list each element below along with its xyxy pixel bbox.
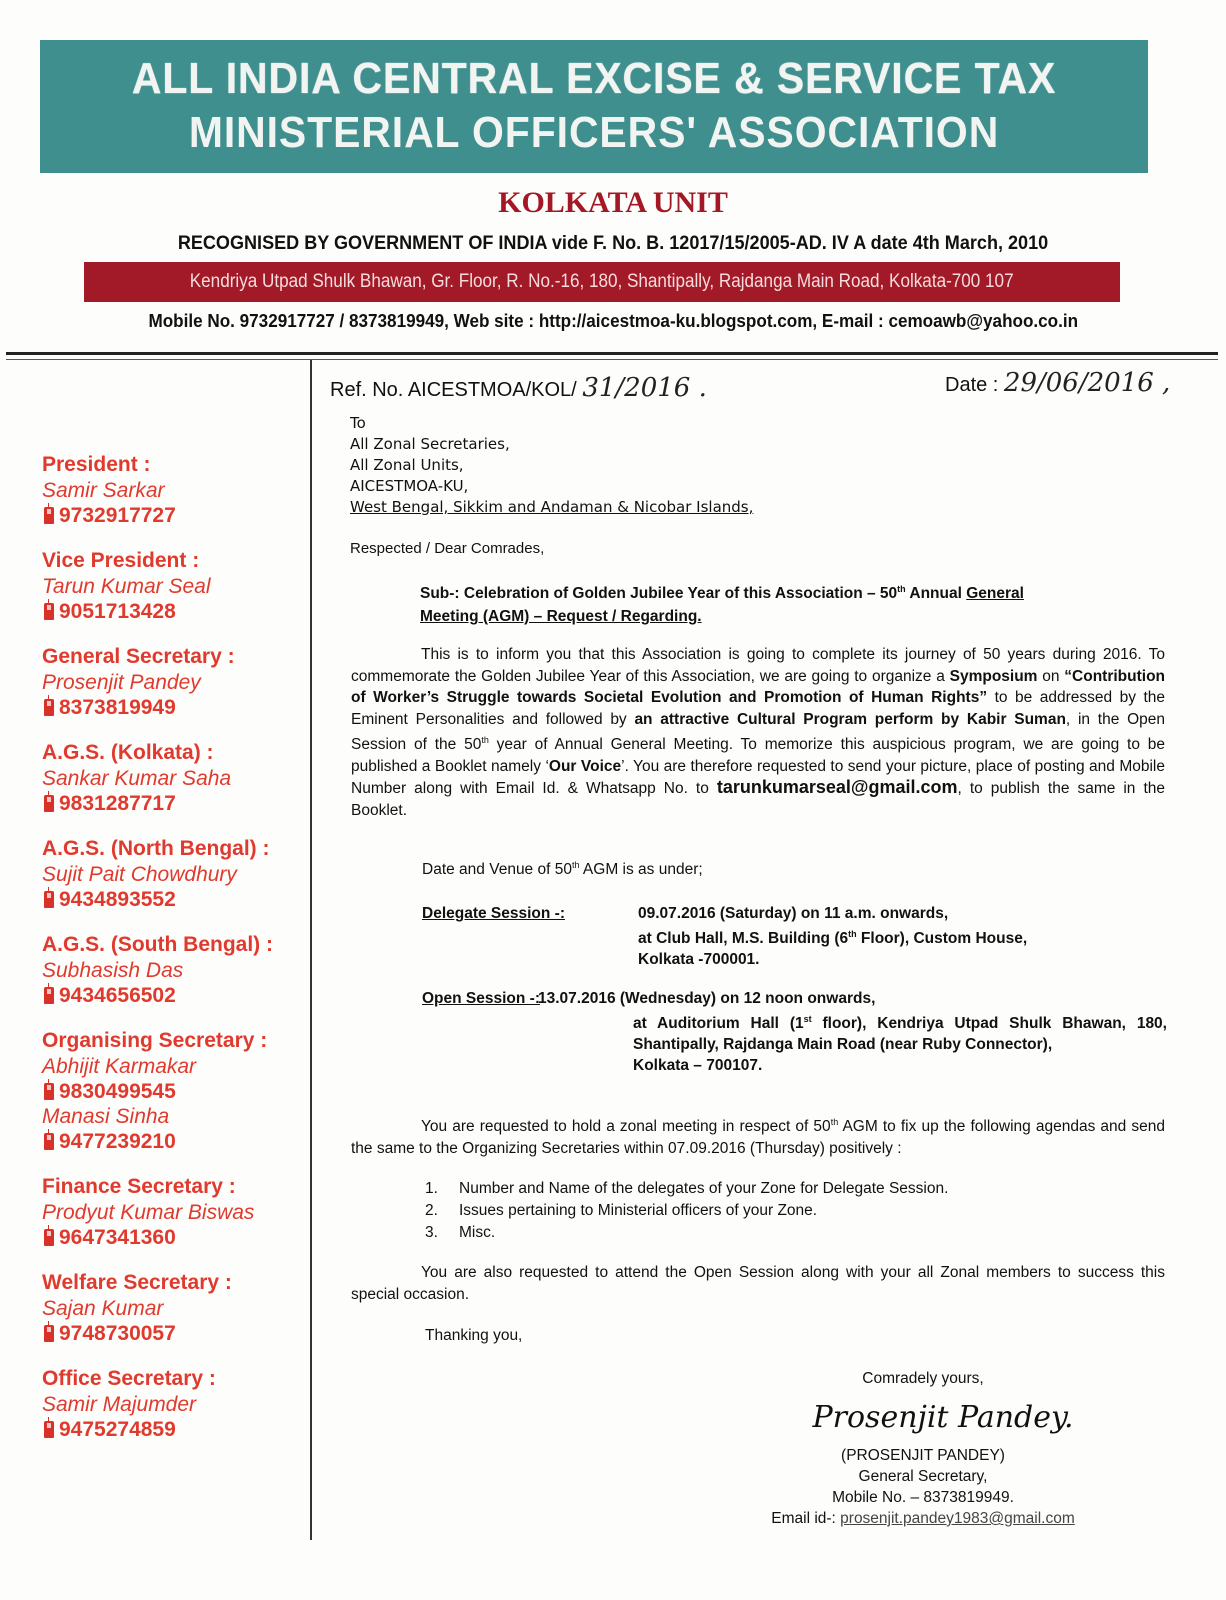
phone-number: 9647341360 — [59, 1226, 176, 1249]
agenda-item — [425, 1178, 948, 1200]
address-band — [84, 262, 1120, 302]
session-label: Delegate Session -: — [422, 905, 565, 922]
session-label: Open Session -: — [422, 990, 540, 1007]
body-text: , in the Open Session of the 50 — [351, 710, 1165, 753]
venue-text: Floor), Custom House, — [856, 930, 1028, 947]
body-text: This is to inform you that this Association is going to complete its journey of 50 years during 2016. To commemorate the Golden Jubilee Year of this Association, we are going to organize a — [351, 646, 1165, 685]
letterhead-banner — [40, 40, 1148, 173]
agenda-number: 1. — [425, 1180, 438, 1197]
officer-ags-kolkata — [42, 740, 312, 816]
venue-text: at Club Hall, M.S. Building (6 — [638, 930, 849, 947]
session-venue — [638, 924, 1027, 949]
closing: Comradely yours, — [862, 1370, 984, 1387]
booklet-name: Our Voice — [548, 757, 622, 775]
signature-block — [728, 1368, 1118, 1529]
body-text: You are also requested to attend the Open Session along with your all Zonal members to success this special occasion. — [351, 1264, 1165, 1303]
body-bold: an attractive Cultural Program perform by Kabir Suman — [634, 710, 1066, 728]
superscript: th — [481, 735, 489, 745]
date-label: Date : — [945, 374, 999, 396]
mobile-phone-icon — [44, 1229, 54, 1246]
venue-intro — [422, 860, 703, 879]
session-date: 13.07.2016 (Wednesday) on 12 noon onwards, — [538, 990, 876, 1007]
unit-title: KOLKATA UNIT — [498, 186, 728, 219]
mobile-phone-icon — [44, 699, 54, 716]
body-text: on — [1037, 667, 1065, 685]
body-text: to be addressed by the Eminent Personalities and followed by — [351, 689, 1165, 728]
body-text: AGM is as under; — [579, 861, 703, 878]
agenda-number: 2. — [425, 1202, 438, 1219]
officer-role: A.G.S. (Kolkata) : — [42, 741, 214, 764]
officer-phone — [42, 1321, 312, 1346]
phone-number: 9434893552 — [59, 888, 176, 911]
officer-ags-north-bengal — [42, 836, 312, 912]
addressee-line: AICESTMOA-KU, — [350, 477, 469, 495]
phone-number: 9748730057 — [59, 1322, 176, 1345]
officer-name: Sujit Pait Chowdhury — [42, 863, 237, 886]
agenda-item — [425, 1200, 948, 1222]
officer-phone — [42, 1079, 312, 1104]
subject-line — [420, 578, 1165, 628]
mobile-phone-icon — [44, 507, 54, 524]
subject-text: Annual — [905, 585, 967, 602]
reference-number — [330, 373, 707, 403]
phone-number: 9830499545 — [59, 1080, 176, 1103]
recognition-line: RECOGNISED BY GOVERNMENT OF INDIA vide F. No. B. 12017/15/2005-AD. IV A date 4th March, 2010 — [177, 233, 1049, 254]
officer-role: A.G.S. (North Bengal) : — [42, 837, 270, 860]
addressee-block — [350, 413, 753, 518]
body-text: You are requested to hold a zonal meeting in respect of 50 — [421, 1118, 831, 1135]
handwritten-signature: Prosenjit Pandey. — [812, 1400, 1074, 1435]
officer-role: Finance Secretary : — [42, 1175, 236, 1198]
session-details — [633, 1009, 1167, 1076]
phone-number: 9475274859 — [59, 1418, 176, 1441]
phone-number: 9051713428 — [59, 600, 176, 623]
officer-role: Welfare Secretary : — [42, 1271, 232, 1294]
ref-label: Ref. No. AICESTMOA/KOL/ — [330, 379, 577, 401]
agenda-text: Misc. — [459, 1224, 496, 1241]
officer-general-secretary — [42, 644, 312, 720]
officer-president — [42, 452, 312, 528]
body-text: ’. You are therefore requested to send your picture, place of posting and Mobile Number along with Email Id. & Whatsapp No. to — [351, 757, 1165, 797]
email-label: Email id-: — [771, 1510, 841, 1527]
office-bearers-sidebar — [42, 452, 312, 1462]
superscript: th — [897, 584, 906, 594]
officer-role: Vice President : — [42, 549, 200, 572]
officer-phone — [42, 503, 312, 528]
subject-text: Sub-: Celebration of Golden Jubilee Year of this Association – 50 — [420, 585, 898, 602]
officer-role: A.G.S. (South Bengal) : — [42, 933, 273, 956]
session-city: Kolkata -700001. — [638, 951, 760, 968]
body-text: , to publish the same in the Booklet. — [351, 780, 1165, 819]
officer-name: Samir Sarkar — [42, 479, 165, 502]
mobile-phone-icon — [44, 795, 54, 812]
officer-role: President : — [42, 453, 151, 476]
officer-organising-secretary — [42, 1028, 312, 1154]
ref-handwritten: 31/2016 . — [582, 373, 707, 403]
org-name-line1: ALL INDIA CENTRAL EXCISE & SERVICE TAX — [131, 54, 1057, 103]
officer-name: Sajan Kumar — [42, 1297, 164, 1320]
session-city: Kolkata – 700107. — [633, 1057, 763, 1074]
officer-name: Sankar Kumar Saha — [42, 767, 232, 790]
agenda-text: Issues pertaining to Ministerial officers of your Zone. — [459, 1202, 818, 1219]
thanking-line: Thanking you, — [425, 1327, 523, 1344]
superscript: st — [803, 1014, 812, 1024]
symposium-title: “Contribution of Worker’s Struggle towards Societal Evolution and Promotion of Human Rights” — [351, 667, 1166, 706]
open-session — [422, 988, 1167, 1094]
addressee-line: All Zonal Units, — [350, 456, 464, 474]
org-name-line2: MINISTERIAL OFFICERS' ASSOCIATION — [188, 108, 1000, 157]
mobile-phone-icon — [44, 1133, 54, 1150]
agenda-number: 3. — [425, 1224, 438, 1241]
contact-line — [0, 311, 1226, 332]
letter-date — [945, 368, 1170, 398]
addressee-line: All Zonal Secretaries, — [350, 435, 510, 453]
officer-ags-south-bengal — [42, 932, 312, 1008]
body-paragraph-3 — [351, 1262, 1165, 1305]
subject-text-underlined: Meeting (AGM) – Request / Regarding. — [420, 608, 702, 625]
venue-text: floor), Kendriya Utpad Shulk Bhawan, 180, Shantipally, Rajdanga Main Road (near Ruby Connector), — [633, 1015, 1167, 1053]
mobile-phone-icon — [44, 1083, 54, 1100]
officer-phone — [42, 1417, 312, 1442]
officer-role: Organising Secretary : — [42, 1029, 268, 1052]
officer-name: Subhasish Das — [42, 959, 184, 982]
agenda-text: Number and Name of the delegates of your Zone for Delegate Session. — [459, 1180, 949, 1197]
phone-number: 9477239210 — [59, 1130, 176, 1153]
officer-phone — [42, 1129, 312, 1154]
mobile-phone-icon — [44, 987, 54, 1004]
officer-phone — [42, 983, 312, 1008]
officer-phone — [42, 791, 312, 816]
signatory-name: (PROSENJIT PANDEY) — [841, 1447, 1005, 1464]
officer-name: Samir Majumder — [42, 1393, 197, 1416]
signatory-title: General Secretary, — [858, 1468, 988, 1485]
contact-email[interactable]: tarunkumarseal@gmail.com — [716, 777, 958, 797]
officer-name: Prodyut Kumar Biswas — [42, 1201, 255, 1224]
header-divider-thin — [6, 359, 1218, 360]
signatory-email-link[interactable]: prosenjit.pandey1983@gmail.com — [840, 1510, 1075, 1527]
session-date: 09.07.2016 (Saturday) on 11 a.m. onwards, — [638, 905, 949, 922]
officer-name: Abhijit Karmakar — [42, 1055, 197, 1078]
signatory-mobile: Mobile No. – 8373819949. — [832, 1489, 1014, 1506]
body-bold: Symposium — [949, 667, 1038, 685]
officer-welfare-secretary — [42, 1270, 312, 1346]
mobile-phone-icon — [44, 1325, 54, 1342]
agenda-list — [425, 1178, 948, 1244]
officer-name: Manasi Sinha — [42, 1105, 170, 1128]
mobile-phone-icon — [44, 1421, 54, 1438]
session-details — [638, 903, 1027, 970]
salutation: Respected / Dear Comrades, — [350, 540, 545, 557]
officer-phone — [42, 599, 312, 624]
venue-text: at Auditorium Hall (1 — [633, 1015, 804, 1032]
header-divider — [6, 352, 1218, 355]
agenda-item — [425, 1222, 948, 1244]
addressee-line: To — [350, 414, 366, 432]
officer-finance-secretary — [42, 1174, 312, 1250]
body-text: Date and Venue of 50 — [422, 861, 572, 878]
superscript: th — [830, 1117, 839, 1127]
officer-name: Tarun Kumar Seal — [42, 575, 211, 598]
body-paragraph-2 — [351, 1112, 1165, 1159]
officer-phone — [42, 887, 312, 912]
officer-office-secretary — [42, 1366, 312, 1442]
officer-role: Office Secretary : — [42, 1367, 216, 1390]
address-text: Kendriya Utpad Shulk Bhawan, Gr. Floor, R. No.-16, 180, Shantipally, Rajdanga Main Road, Kolkata-700 107 — [190, 271, 1014, 292]
officer-name: Prosenjit Pandey — [42, 671, 201, 694]
delegate-session — [422, 903, 1162, 969]
officer-phone — [42, 695, 312, 720]
phone-number: 9434656502 — [59, 984, 176, 1007]
mobile-phone-icon — [44, 891, 54, 908]
signatory-email-line — [728, 1508, 1118, 1529]
mobile-phone-icon — [44, 603, 54, 620]
date-handwritten: 29/06/2016 , — [1003, 368, 1171, 398]
officer-phone — [42, 1225, 312, 1250]
contact-text: Mobile No. 9732917727 / 8373819949, Web site : http://aicestmoa-ku.blogspot.com, E-mail : cemoawb@yahoo.co.in — [148, 311, 1078, 331]
superscript: th — [848, 929, 857, 939]
phone-number: 8373819949 — [59, 696, 176, 719]
body-text: year of Annual General Meeting. To memorize this auspicious program, we are going to be published a Booklet namely ‘ — [351, 736, 1165, 775]
officer-vice-president — [42, 548, 312, 624]
subject-text-underlined: General — [966, 585, 1024, 602]
phone-number: 9831287717 — [59, 792, 176, 815]
body-text: AGM to fix up the following agendas and send the same to the Organizing Secretaries within 07.09.2016 (Thursday) positively : — [351, 1118, 1165, 1157]
phone-number: 9732917727 — [59, 504, 176, 527]
addressee-region: West Bengal, Sikkim and Andaman & Nicobar Islands, — [350, 498, 754, 516]
officer-role: General Secretary : — [42, 645, 235, 668]
superscript: th — [571, 860, 580, 870]
body-paragraph-1 — [351, 644, 1165, 821]
